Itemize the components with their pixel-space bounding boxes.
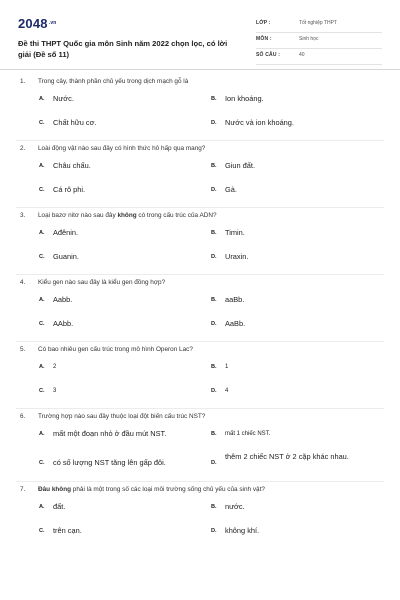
option-key: B. [211,431,217,437]
question-text: Trong cây, thành phần chủ yếu trong dịch mạch gỗ là [38,78,189,85]
question-text: Trường hợp nào sau đây thuộc loại đột biến cấu trúc NST? [38,413,206,420]
option-c[interactable] [39,459,166,469]
option-key: C. [39,388,45,394]
question-text: Kiểu gen nào sau đây là kiểu gen đồng hợp? [38,279,166,286]
option-d[interactable] [211,387,228,397]
option-text: Giun đất. [225,161,255,170]
question-text: Loài động vật nào sau đây có hình thức hô hấp qua mang? [38,145,206,152]
option-d[interactable] [211,119,294,129]
question-options [20,90,384,138]
option-key: A. [39,96,45,102]
option-key: B. [211,504,217,510]
question-7 [0,482,400,546]
question-number: 3. [20,212,26,219]
meta-label: SỐ CÂU : [256,52,281,58]
option-key: D. [211,254,217,260]
option-key: D. [211,321,217,327]
header [18,12,382,72]
option-text: Nước. [53,94,74,103]
option-text: AAbb. [53,319,74,328]
meta-row-grade [256,18,382,33]
option-b[interactable] [211,430,270,440]
question-options [20,291,384,339]
meta-label: LỚP : [256,20,271,26]
option-c[interactable] [39,527,82,537]
option-text: Aabb. [53,295,73,304]
option-key: C. [39,254,45,260]
option-text: 2 [53,364,57,370]
question-number: 4. [20,279,26,286]
question-list [0,74,400,546]
question-options [20,224,384,272]
option-key: D. [211,187,217,193]
option-key: A. [39,230,45,236]
option-key: B. [211,230,217,236]
option-text: Ađênin. [53,228,79,237]
option-d[interactable] [211,186,237,196]
option-key: D. [211,388,217,394]
question-stem [20,208,384,224]
question-2 [0,141,400,205]
option-a[interactable] [39,363,56,373]
option-key: C. [39,187,45,193]
option-d[interactable] [211,527,259,537]
option-text: có số lượng NST tăng lên gấp đôi. [53,458,166,467]
site-logo[interactable] [18,16,57,31]
option-d[interactable] [211,253,248,263]
option-b[interactable] [211,363,228,373]
option-a[interactable] [39,296,72,306]
option-text: Chất hữu cơ. [53,118,97,127]
exam-meta [256,18,382,66]
option-c[interactable] [39,320,73,330]
option-text: mất 1 chiếc NST. [225,431,271,437]
question-stem [20,275,384,291]
option-text: không khí. [225,526,260,535]
question-text: Loại bazơ nitơ nào sau đây không có trong cấu trúc của ADN? [38,212,217,219]
option-key: D. [211,460,217,466]
option-key: B. [211,297,217,303]
option-c[interactable] [39,119,96,129]
question-number: 5. [20,346,26,353]
option-b[interactable] [211,229,245,239]
question-text: Đâu không phải là một trong số các loại môi trường sống chủ yếu của sinh vật? [38,486,265,493]
option-text: Guanin. [53,252,79,261]
option-b[interactable] [211,162,255,172]
option-text: Nước và ion khoáng. [225,118,294,127]
question-options [20,157,384,205]
option-a[interactable] [39,95,74,105]
option-text: 1 [225,364,229,370]
option-b[interactable] [211,503,245,513]
question-stem [20,482,384,498]
header-divider [0,69,400,70]
meta-label: MÔN : [256,36,272,42]
option-key: D. [211,528,217,534]
question-4 [0,275,400,339]
emphasis-text: Đâu không [38,486,72,493]
option-text: Ion khoáng. [225,94,264,103]
question-number: 1. [20,78,26,85]
meta-row-question-count [256,50,382,65]
option-text: nước. [225,502,245,511]
option-text: Timin. [225,228,245,237]
option-c[interactable] [39,186,85,196]
option-a[interactable] [39,503,65,513]
question-6 [0,409,400,479]
question-5 [0,342,400,406]
option-c[interactable] [39,253,79,263]
option-text: aaBb. [225,295,245,304]
option-b[interactable] [211,95,264,105]
question-stem [20,141,384,157]
question-options [20,498,384,546]
option-text: Gà. [225,185,237,194]
meta-value: 40 [299,52,305,58]
option-d[interactable] [211,320,245,330]
question-stem [20,342,384,358]
option-b[interactable] [211,296,244,306]
option-key: D. [211,120,217,126]
option-c[interactable] [39,387,56,397]
option-text: Cá rô phi. [53,185,86,194]
question-number: 7. [20,486,26,493]
option-key: B. [211,163,217,169]
question-number: 2. [20,145,26,152]
question-options [20,358,384,406]
option-key: A. [39,431,45,437]
option-a[interactable] [39,162,91,172]
option-text: trên cạn. [53,526,82,535]
option-text: 3 [53,388,57,394]
option-key: B. [211,96,217,102]
question-stem [20,409,384,425]
question-stem [20,74,384,90]
meta-row-subject [256,34,382,49]
option-key: A. [39,297,45,303]
question-1 [0,74,400,138]
option-a[interactable] [39,430,166,440]
option-a[interactable] [39,229,78,239]
option-key: A. [39,163,45,169]
option-key: C. [39,460,45,466]
exam-title: Đề thi THPT Quốc gia môn Sinh năm 2022 chọn lọc, có lời giải (Đề số 11) [18,39,228,59]
option-text: thêm 2 chiếc NST ở 2 cặp khác nhau. [225,452,349,461]
option-text: Châu chấu. [53,161,91,170]
option-key: A. [39,504,45,510]
logo-text: 2048 [18,16,48,31]
question-options [20,425,384,479]
option-key: A. [39,364,45,370]
option-text: mất một đoạn nhỏ ở đầu mút NST. [53,429,167,438]
emphasis-text: không [117,212,137,219]
question-text: Có bao nhiêu gen cấu trúc trong mô hình Operon Lac? [38,346,193,353]
option-key: C. [39,321,45,327]
option-text: Uraxin. [225,252,249,261]
question-number: 6. [20,413,26,420]
meta-value: Tốt nghiệp THPT [299,20,337,26]
option-text: 4 [225,388,229,394]
option-key: B. [211,364,217,370]
logo-suffix: .vn [48,20,57,26]
option-text: AaBb. [225,319,246,328]
option-key: C. [39,528,45,534]
meta-value: Sinh học [299,36,319,42]
option-text: đất. [53,502,66,511]
option-d[interactable] [211,453,365,466]
option-key: C. [39,120,45,126]
question-3 [0,208,400,272]
